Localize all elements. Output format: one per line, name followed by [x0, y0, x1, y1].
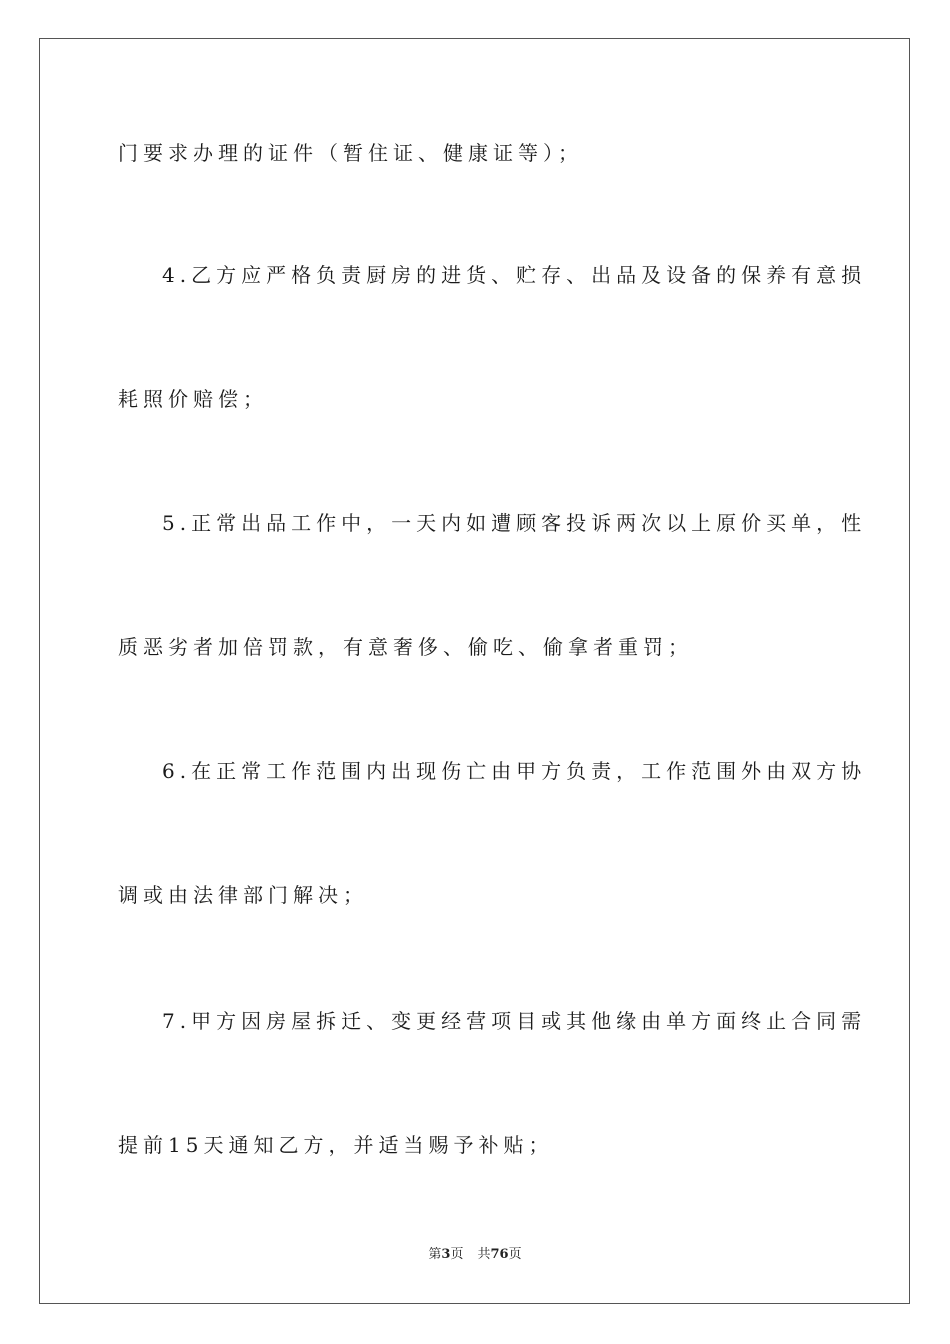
- body-line-9: 提前15天通知乙方，并适当赐予补贴；: [118, 1133, 554, 1157]
- body-line-5: 质恶劣者加倍罚款，有意奢侈、偷吃、偷拿者重罚；: [118, 635, 693, 659]
- body-line-8: 7.甲方因房屋拆迁、变更经营项目或其他缘由单方面终止合同需: [162, 1009, 867, 1033]
- total-prefix: 共: [477, 1247, 491, 1262]
- body-line-4: 5.正常出品工作中，一天内如遭顾客投诉两次以上原价买单，性: [162, 511, 867, 535]
- body-line-7: 调或由法律部门解决；: [118, 883, 368, 907]
- total-suffix: 页: [508, 1247, 522, 1262]
- body-line-1: 门要求办理的证件（暂住证、健康证等）；: [118, 141, 583, 165]
- page-suffix: 页: [450, 1247, 464, 1262]
- page-total: 76: [490, 1247, 509, 1262]
- page-frame: [39, 38, 910, 1304]
- page-footer: [0, 1246, 950, 1264]
- page-current: 3: [441, 1247, 451, 1262]
- page-prefix: 第: [428, 1247, 442, 1262]
- body-line-3: 耗照价赔偿；: [118, 387, 268, 411]
- body-line-6: 6.在正常工作范围内出现伤亡由甲方负责，工作范围外由双方协: [162, 759, 867, 783]
- body-line-2: 4.乙方应严格负责厨房的进货、贮存、出品及设备的保养有意损: [162, 263, 867, 287]
